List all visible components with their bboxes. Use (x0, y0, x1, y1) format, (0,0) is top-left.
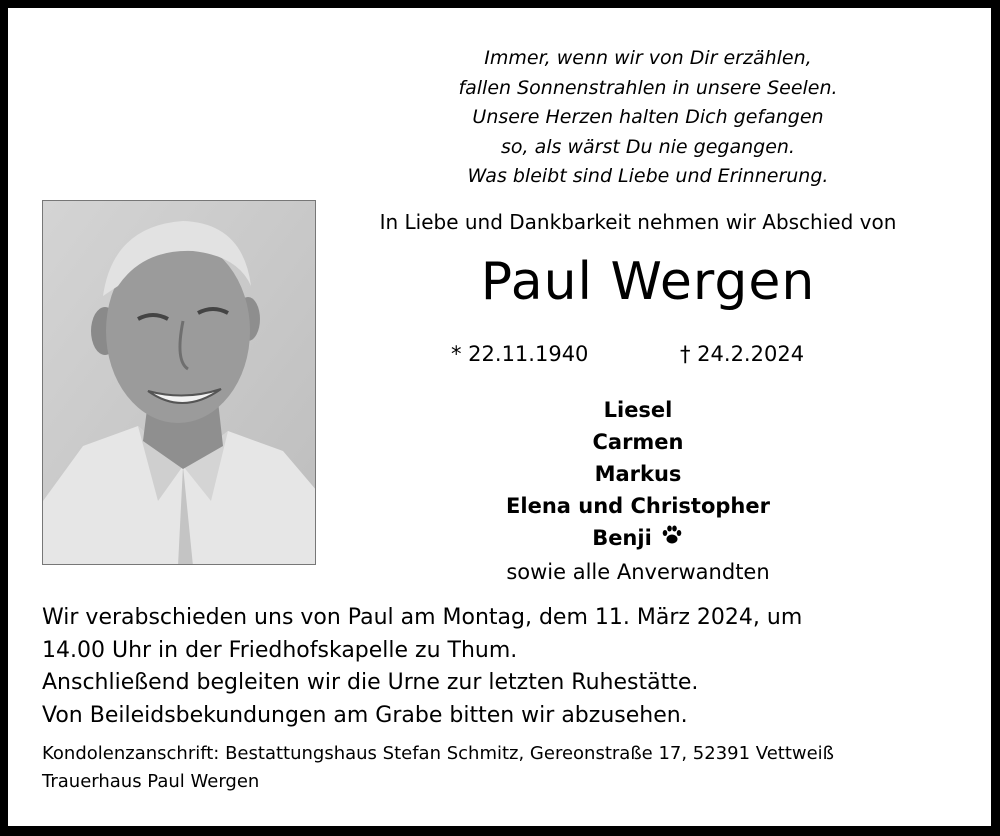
deceased-name: Paul Wergen (480, 252, 816, 312)
condolence-address (42, 740, 982, 796)
contact-line: Trauerhaus Paul Wergen (42, 771, 260, 792)
family-member: Markus (594, 462, 682, 486)
paw-icon (660, 523, 684, 556)
poem-line: fallen Sonnenstrahlen in unsere Seelen. (458, 76, 838, 99)
family-member: Elena und Christopher (506, 494, 770, 518)
poem-line: Immer, wenn wir von Dir erzählen, (484, 47, 812, 69)
relatives-line: sowie alle Anverwandten (506, 559, 770, 584)
portrait-photo (42, 200, 316, 565)
obituary-card (8, 8, 991, 826)
birth-date: * 22.11.1940 (451, 342, 589, 366)
poem-line: Was bleibt sind Liebe und Erinnerung. (467, 165, 829, 187)
poem-line: Unsere Herzen halten Dich gefangen (472, 106, 824, 128)
service-line: Von Beileidsbekundungen am Grabe bitten wir abzusehen. (42, 702, 688, 728)
portrait-illustration (43, 201, 316, 565)
service-line: Anschließend begleiten wir die Urne zur letzten Ruhestätte. (42, 670, 699, 695)
service-line: 14.00 Uhr in der Friedhofskapelle zu Thum. (42, 637, 518, 663)
contact-line: Kondolenzanschrift: Bestattungshaus Stefan Schmitz, Gereonstraße 17, 52391 Vettweiß (42, 743, 835, 764)
family-member: Carmen (592, 430, 684, 454)
pet-name: Benji (592, 526, 652, 550)
service-line: Wir verabschieden uns von Paul am Montag, dem 11. März 2024, um (42, 605, 803, 630)
poem (348, 44, 948, 192)
death-date: † 24.2.2024 (680, 342, 805, 366)
service-details (42, 602, 972, 732)
family-member: Liesel (603, 398, 673, 422)
poem-line: so, als wärst Du nie gegangen. (501, 135, 795, 158)
farewell-intro: In Liebe und Dankbarkeit nehmen wir Abschied von (379, 210, 897, 234)
family-member-pet (338, 522, 938, 556)
family-list (338, 394, 938, 588)
